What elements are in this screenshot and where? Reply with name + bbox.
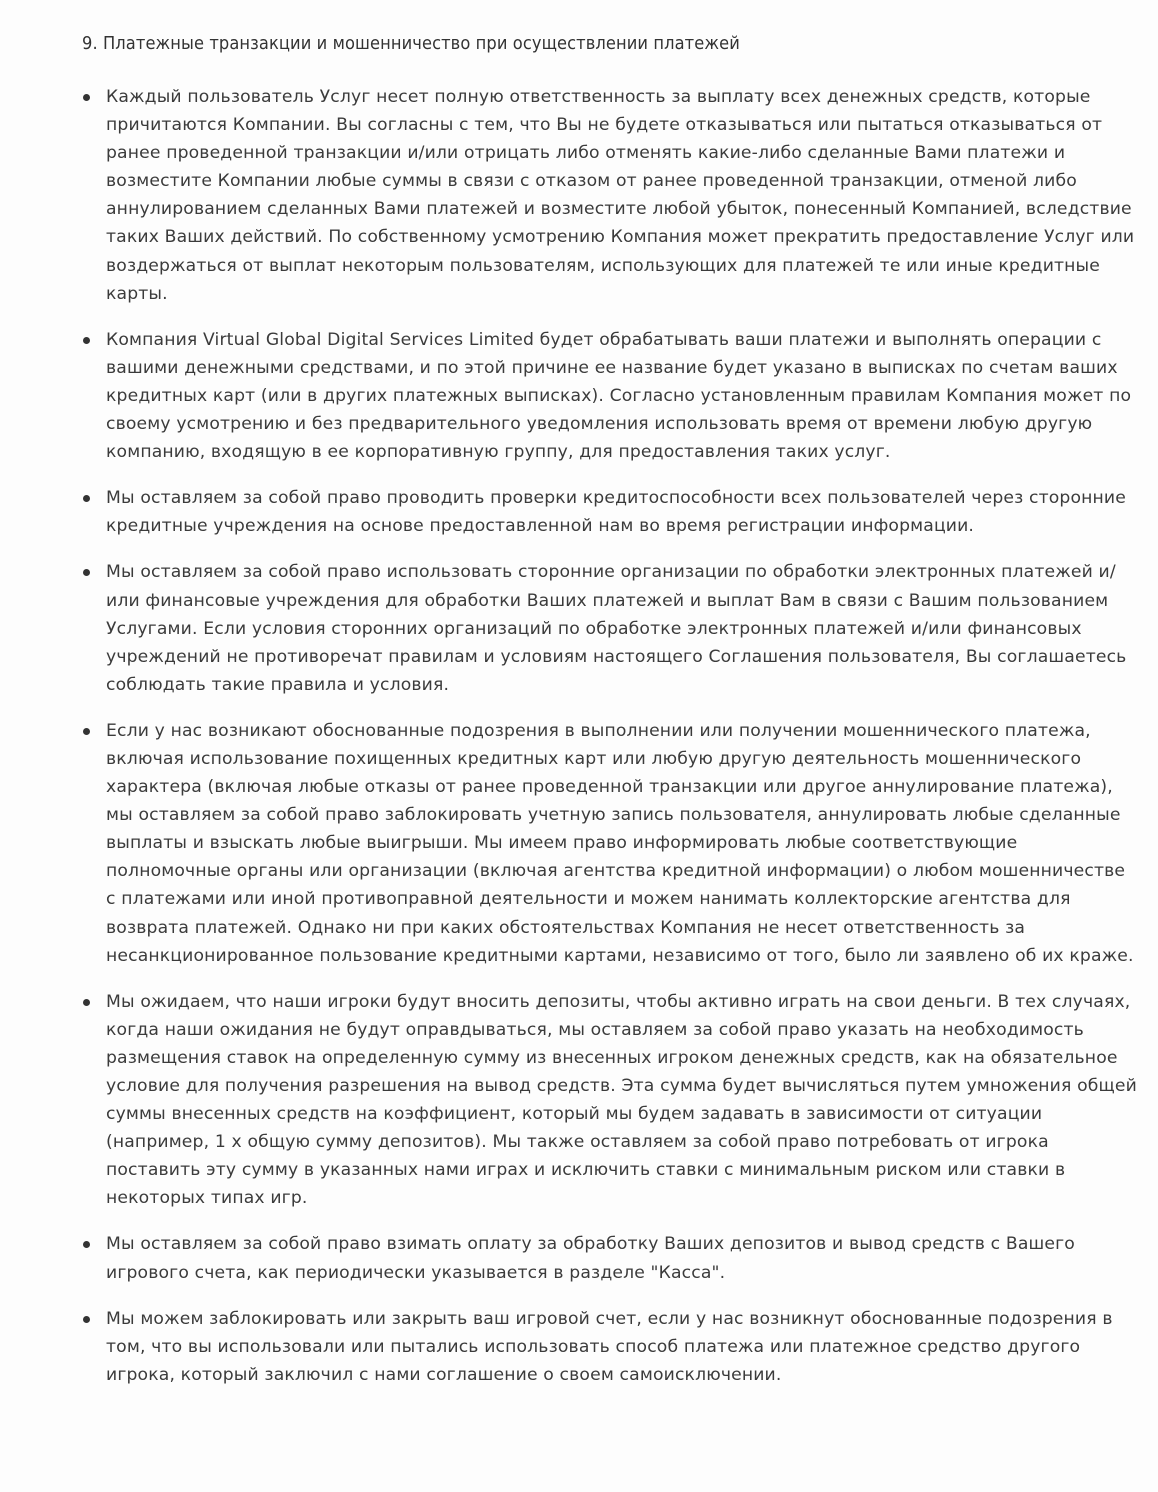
bullet-icon — [83, 94, 90, 101]
list-item-text: Если у нас возникают обоснованные подозрения в выполнении или получении мошеннического платежа, включая использование похищенных кредитных карт или любую другую деятельность мошеннического характера (включая любые отказы от ранее проведенной транзакции или другое аннулирование платежа), мы оставляем за собой право заблокировать учетную запись пользователя, аннулировать любые сделанные выплаты и взыскать любые выигрыши. Мы имеем право информировать любые соответствующие полномочные органы или организации (включая агентства кредитной информации) о любом мошенничестве с платежами или иной противоправной деятельности и можем нанимать коллекторские агентства для возврата платежей. Однако ни при каких обстоятельствах Компания не несет ответственность за несанкционированное пользование кредитными картами, независимо от того, было ли заявлено об их краже. — [106, 720, 1134, 966]
list-item-text: Компания Virtual Global Digital Services Limited будет обрабатывать ваши платежи и выполнять операции с вашими денежными средствами, и по этой причине ее название будет указано в выписках по счетам ваших кредитных карт (или в других платежных выписках). Согласно установленным правилам Компания может по своему усмотрению и без предварительного уведомления использовать время от времени любую другую компанию, входящую в ее корпоративную группу, для предоставления таких услуг. — [106, 329, 1132, 463]
bullet-icon — [83, 495, 90, 502]
list-item — [80, 1305, 1140, 1389]
bullet-icon — [83, 999, 90, 1006]
list-item — [80, 988, 1140, 1213]
list-item — [80, 326, 1140, 466]
list-item-text: Мы ожидаем, что наши игроки будут вносить депозиты, чтобы активно играть на свои деньги. В тех случаях, когда наши ожидания не будут оправдываться, мы оставляем за собой право указать на необходимость размещения ставок на определенную сумму из внесенных игроком денежных средств, как на обязательное условие для получения разрешения на вывод средств. Эта сумма будет вычисляться путем умножения общей суммы внесенных средств на коэффициент, который мы будем задавать в зависимости от ситуации (например, 1 x общую сумму депозитов). Мы также оставляем за собой право потребовать от игрока поставить эту сумму в указанных нами играх и исключить ставки с минимальным риском или ставки в некоторых типах игр. — [106, 991, 1137, 1209]
bullet-icon — [83, 569, 90, 576]
list-item-text: Мы можем заблокировать или закрыть ваш игровой счет, если у нас возникнут обоснованные подозрения в том, что вы использовали или пытались использовать способ платежа или платежное средство другого игрока, который заключил с нами соглашение о своем самоисключении. — [106, 1308, 1113, 1385]
list-item — [80, 717, 1140, 970]
section-title: 9. Платежные транзакции и мошенничество при осуществлении платежей — [82, 34, 740, 54]
list-item — [80, 83, 1140, 308]
list-item-text: Мы оставляем за собой право взимать оплату за обработку Ваших депозитов и вывод средств с Вашего игрового счета, как периодически указывается в разделе "Касса". — [106, 1234, 1075, 1283]
bullet-icon — [83, 728, 90, 735]
list-item-text: Каждый пользователь Услуг несет полную ответственность за выплату всех денежных средств, которые причитаются Компании. Вы согласны с тем, что Вы не будете отказываться или пытаться отказываться от ранее проведенной транзакции и/или отрицать либо отменять какие-либо сделанные Вами платежи и возместите Компании любые суммы в связи с отказом от ранее проведенной транзакции, отменой либо аннулированием сделанных Вами платежей и возместите любой убыток, понесенный Компанией, вследствие таких Ваших действий. По собственному усмотрению Компания может прекратить предоставление Услуг или воздержаться от выплат некоторым пользователям, использующих для платежей те или иные кредитные карты. — [106, 87, 1135, 304]
list-item-text: Мы оставляем за собой право использовать сторонние организации по обработки электронных платежей и/или финансовые учреждения для обработки Ваших платежей и выплат Вам в связи с Вашим пользованием Услугами. Если условия сторонних организаций по обработке электронных платежей и/или финансовых учреждений не противоречат правилам и условиям настоящего Соглашения пользователя, Вы соглашаетесь соблюдать такие правила и условия. — [106, 562, 1127, 695]
bullet-icon — [83, 1316, 90, 1323]
list-item — [80, 1230, 1140, 1286]
list-item — [80, 484, 1140, 540]
terms-list — [80, 83, 1140, 1407]
bullet-icon — [83, 337, 90, 344]
list-item — [80, 558, 1140, 698]
list-item-text: Мы оставляем за собой право проводить проверки кредитоспособности всех пользователей через сторонние кредитные учреждения на основе предоставленной нам во время регистрации информации. — [106, 488, 1126, 537]
bullet-icon — [83, 1241, 90, 1248]
